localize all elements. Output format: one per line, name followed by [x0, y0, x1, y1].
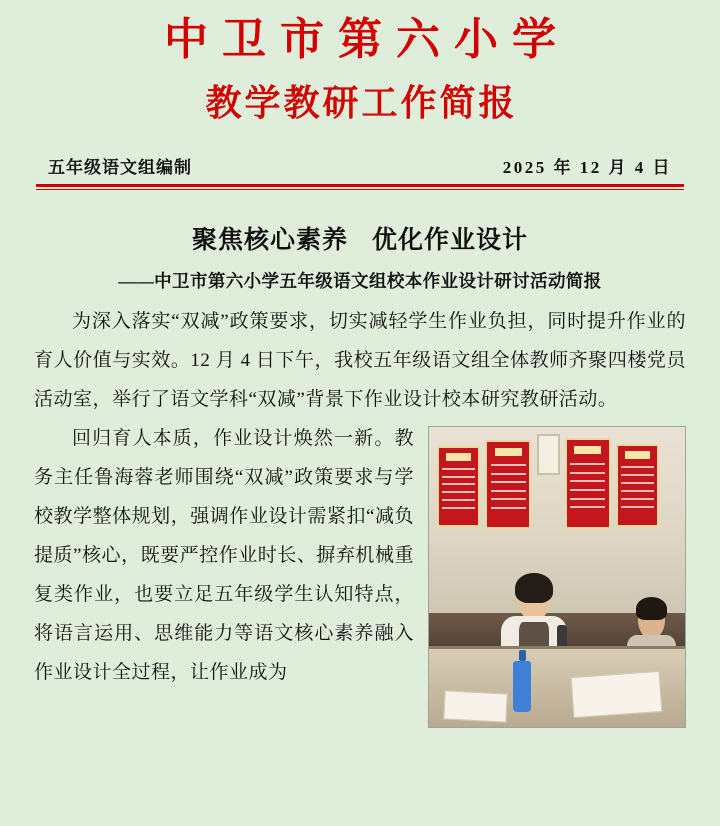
photo-board-line [570, 463, 605, 465]
photo-display-board [565, 438, 611, 529]
photo-wall-sign [537, 434, 560, 475]
photo-display-board [437, 446, 481, 528]
article-paragraph-1: 为深入落实“双减”政策要求，切实减轻学生作业负担，同时提升作业的育人价值与实效。12 月 4 日下午，我校五年级语文组全体教师齐聚四楼党员活动室，举行了语文学科“双减”背景下作业设计校本研究教研活动。 [34, 311, 686, 411]
photo-board-line [491, 507, 526, 509]
photo-display-board [485, 440, 531, 529]
photo-board-line [621, 474, 654, 476]
article-title-part2: 优化作业设计 [372, 227, 529, 255]
article-title [34, 220, 686, 256]
photo-board-header [495, 448, 522, 456]
masthead-title-line2: 教学教研工作简报 [205, 83, 518, 123]
classroom-meeting-photo [428, 426, 686, 728]
photo-board-line [621, 498, 654, 500]
masthead-title-line1: 中卫市第六小学 [164, 15, 570, 64]
photo-person-hair [636, 597, 667, 620]
photo-board-header [625, 451, 650, 459]
issue-date: 2025 年 12 月 4 日 [502, 158, 672, 178]
photo-paper-sheet [444, 690, 509, 722]
photo-board-line [621, 506, 654, 508]
article-paragraph-2: 回归育人本质，作业设计焕然一新。教务主任鲁海蓉老师围绕“双减”政策要求与学校教学整体规划，强调作业设计需紧扣“减负提质”核心，既要严控作业时长、摒弃机械重复类作业，也要立足五年级学生认知特点，将语言运用、思维能力等语文核心素养融入作业设计全过程，让作业成为 [34, 428, 414, 683]
article-title-part1: 聚焦核心素养 [191, 227, 348, 255]
photo-board-line [570, 472, 605, 474]
photo-board-line [491, 490, 526, 492]
masthead [34, 0, 686, 129]
article-subtitle: ——中卫市第六小学五年级语文组校本作业设计研讨活动简报 [118, 271, 602, 292]
photo-board-line [442, 468, 475, 470]
photo-person-hair [515, 573, 552, 603]
photo-board-header [446, 453, 471, 461]
photo-board-line [442, 507, 475, 509]
article-body [34, 303, 686, 734]
photo-board-line [442, 499, 475, 501]
header-divider [34, 184, 686, 190]
photo-board-line [621, 466, 654, 468]
photo-board-header [574, 446, 601, 454]
photo-board-line [442, 483, 475, 485]
photo-board-line [570, 480, 605, 482]
photo-board-line [442, 476, 475, 478]
photo-board-line [570, 489, 605, 491]
photo-board-line [570, 498, 605, 500]
photo-board-line [491, 473, 526, 475]
divider-thin-line [36, 189, 684, 190]
photo-board-line [491, 481, 526, 483]
photo-water-bottle [513, 661, 531, 712]
photo-board-line [570, 506, 605, 508]
photo-board-line [621, 490, 654, 492]
photo-paper-sheet [571, 671, 663, 718]
issue-editor: 五年级语文组编制 [48, 158, 192, 178]
photo-board-line [491, 464, 526, 466]
issue-info-row [34, 153, 686, 178]
photo-board-line [491, 498, 526, 500]
photo-display-board [616, 444, 660, 528]
photo-board-line [442, 491, 475, 493]
photo-board-line [621, 482, 654, 484]
